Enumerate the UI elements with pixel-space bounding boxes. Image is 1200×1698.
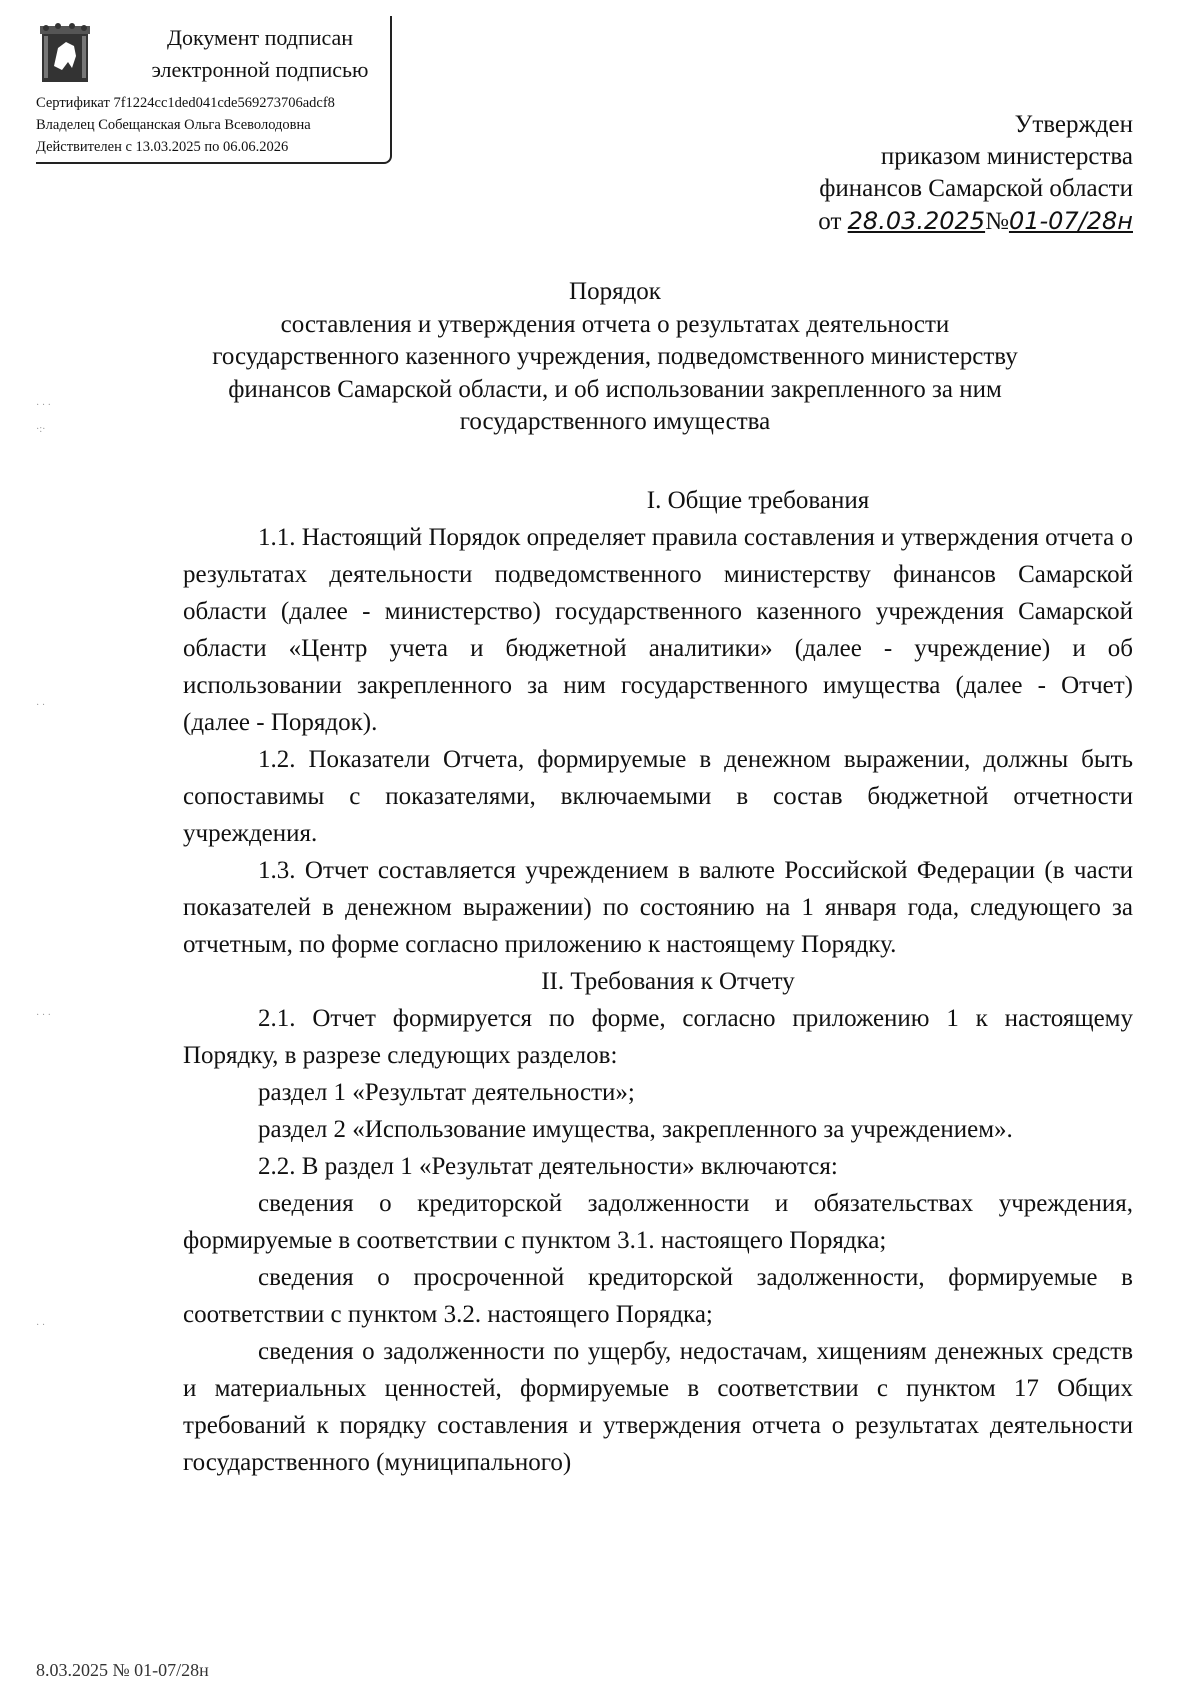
approval-from-label: от <box>818 208 842 235</box>
document-title <box>150 276 1080 439</box>
title-line2: составления и утверждения отчета о результатах деятельности <box>280 310 950 338</box>
paragraph-1-3: 1.3. Отчет составляется учреждением в валюте Российской Федерации (в части показателей в денежном выражении) по состоянию на 1 января года, следующего за отчетным, по форме согласно приложению к настоящему Порядку. <box>183 857 1133 958</box>
signature-stamp <box>36 16 392 164</box>
stamp-title-line1: Документ подписан <box>166 25 354 50</box>
approval-date: 28.03.2025 <box>847 207 986 235</box>
paragraph-2-1: 2.1. Отчет формируется по форме, согласно приложению 1 к настоящему Порядку, в разрезе следующих разделов: <box>183 1005 1133 1069</box>
paragraph-2-2-c: сведения о задолженности по ущербу, недостачам, хищениям денежных средств и материальных ценностей, формируемые в соответствии с пунктом 17 Общих требований к порядку составления и утверждения отчета о результатах деятельности государственного (муниципального) <box>183 1338 1133 1476</box>
approval-line2: приказом министерства <box>880 143 1133 170</box>
paragraph-2-1-a: раздел 1 «Результат деятельности»; <box>258 1079 635 1106</box>
title-line1: Порядок <box>569 278 661 305</box>
coat-of-arms-icon <box>38 22 92 86</box>
approval-number-label: № <box>985 208 1009 235</box>
title-line3: государственного казенного учреждения, подведомственного министерству <box>212 343 1018 370</box>
paragraph-2-2: 2.2. В раздел 1 «Результат деятельности» включаются: <box>258 1153 838 1180</box>
stamp-owner: Владелец Собещанская Ольга Всеволодовна <box>36 117 311 133</box>
stamp-details <box>36 92 392 158</box>
footer-page-mark: 8.03.2025 № 01-07/28н <box>36 1660 209 1680</box>
title-line5: государственного имущества <box>459 408 771 435</box>
stamp-certificate: Сертификат 7f1224cc1ded041cde569273706adcf8 <box>36 95 335 111</box>
document-body <box>183 482 1133 1481</box>
paragraph-1-2: 1.2. Показатели Отчета, формируемые в денежном выражении, должны быть сопоставимы с показателями, включаемыми в состав бюджетной отчетности учреждения. <box>183 746 1133 847</box>
approval-line3: финансов Самарской области <box>819 175 1133 202</box>
paragraph-2-2-a: сведения о кредиторской задолженности и обязательствах учреждения, формируемые в соответствии с пунктом 3.1. настоящего Порядка; <box>183 1190 1133 1254</box>
title-line4: финансов Самарской области, и об использовании закрепленного за ним <box>228 375 1002 403</box>
section-2-heading: II. Требования к Отчету <box>541 968 795 995</box>
stamp-title <box>132 22 388 86</box>
paragraph-2-1-b: раздел 2 «Использование имущества, закрепленного за учреждением». <box>258 1116 1013 1143</box>
approval-line4 <box>693 205 1133 238</box>
paragraph-2-2-b: сведения о просроченной кредиторской задолженности, формируемые в соответствии с пунктом 3.2. настоящего Порядка; <box>183 1264 1133 1328</box>
approval-line1: Утвержден <box>1014 111 1133 138</box>
stamp-validity: Действителен с 13.03.2025 по 06.06.2026 <box>36 139 289 155</box>
approval-block <box>693 109 1133 238</box>
paragraph-1-1: 1.1. Настоящий Порядок определяет правила составления и утверждения отчета о результатах деятельности подведомственного министерству финансов Самарской области (далее - министерство) государственного казенного учреждения Самарской области «Центр учета и бюджетной аналитики» (далее - учреждение) и об использовании закрепленного за ним государственного имущества (далее - Отчет) (далее - Порядок). <box>183 524 1133 736</box>
section-1-heading: I. Общие требования <box>646 487 870 514</box>
stamp-title-line2: электронной подписью <box>151 57 369 82</box>
approval-number: 01-07/28н <box>1008 207 1133 235</box>
